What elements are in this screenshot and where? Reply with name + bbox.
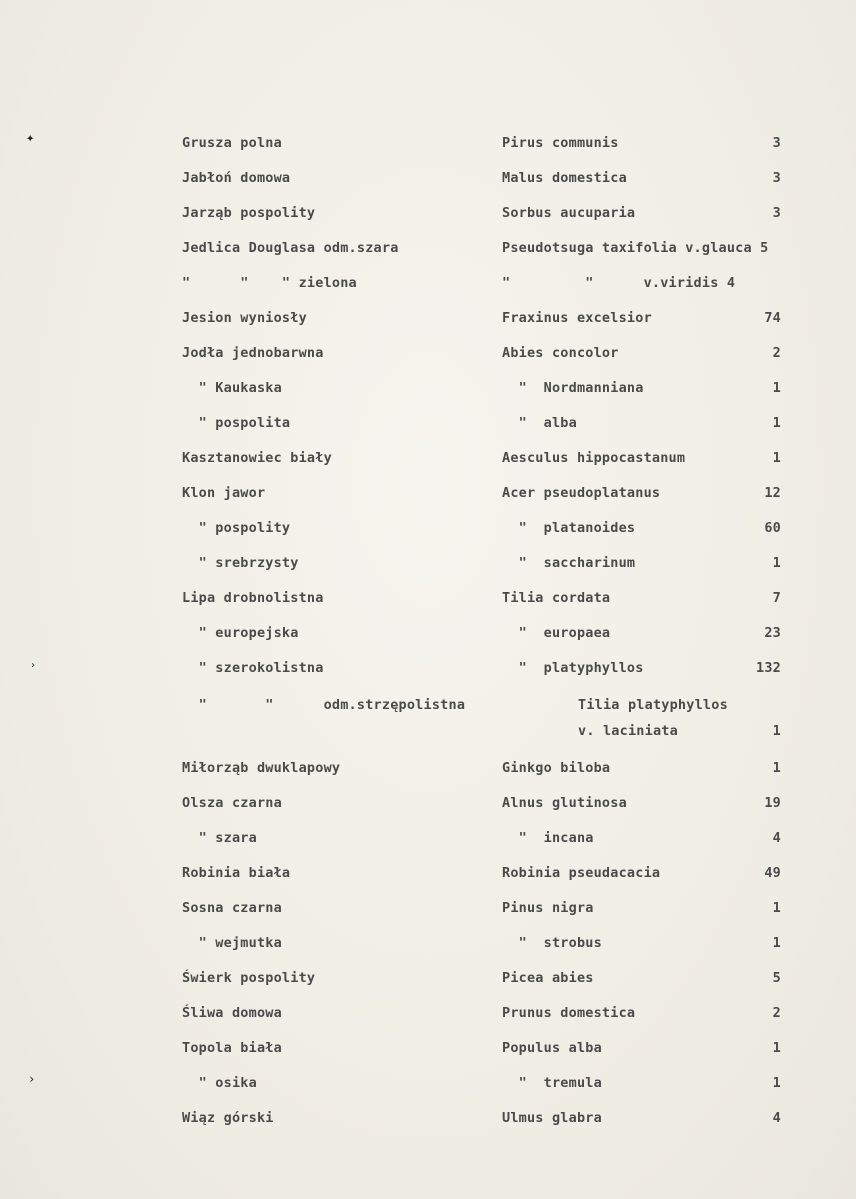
latin-name: " incana xyxy=(502,830,594,846)
tree-count: 1 xyxy=(772,1040,781,1056)
polish-name: " " odm.strzępolistna xyxy=(182,697,466,713)
tree-count: 1 xyxy=(772,760,781,776)
tree-count: 132 xyxy=(756,660,781,676)
table-row xyxy=(0,1110,856,1134)
table-row xyxy=(0,380,856,404)
polish-name: " Kaukaska xyxy=(182,380,282,396)
latin-name: Aesculus hippocastanum xyxy=(502,450,686,466)
tree-count: 23 xyxy=(764,625,781,641)
table-row xyxy=(0,240,856,264)
tree-count: 1 xyxy=(772,723,781,739)
table-row xyxy=(0,520,856,544)
tree-count: 2 xyxy=(772,1005,781,1021)
latin-name: Acer pseudoplatanus xyxy=(502,485,661,501)
table-row xyxy=(0,135,856,159)
table-row xyxy=(0,590,856,614)
polish-name: Olsza czarna xyxy=(182,795,282,811)
polish-name: " pospolity xyxy=(182,520,291,536)
tree-count: 3 xyxy=(772,205,781,221)
table-row xyxy=(0,345,856,369)
latin-name: " saccharinum xyxy=(502,555,636,571)
tree-count: 60 xyxy=(764,520,781,536)
polish-name: Robinia biała xyxy=(182,865,291,881)
latin-name: Populus alba xyxy=(502,1040,602,1056)
latin-name: Sorbus aucuparia xyxy=(502,205,636,221)
polish-name: Świerk pospolity xyxy=(182,970,316,986)
tree-count: 1 xyxy=(772,1075,781,1091)
margin-mark: › xyxy=(30,660,37,671)
latin-name: Robinia pseudacacia xyxy=(502,865,661,881)
polish-name: Sosna czarna xyxy=(182,900,282,916)
tree-count: 1 xyxy=(772,935,781,951)
tree-count: 19 xyxy=(764,795,781,811)
table-row xyxy=(0,415,856,439)
table-row xyxy=(0,450,856,474)
tree-count: 3 xyxy=(772,170,781,186)
tree-count: 4 xyxy=(772,830,781,846)
polish-name: Topola biała xyxy=(182,1040,282,1056)
table-row xyxy=(0,625,856,649)
table-row xyxy=(0,275,856,299)
latin-name: " platyphyllos xyxy=(502,660,644,676)
tree-count: 3 xyxy=(772,135,781,151)
table-row xyxy=(0,1075,856,1099)
table-row xyxy=(0,660,856,684)
latin-name: Tilia cordata xyxy=(502,590,611,606)
table-row xyxy=(0,170,856,194)
latin-name: Tilia platyphyllos xyxy=(578,697,728,713)
table-row xyxy=(0,830,856,854)
polish-name: Miłorząb dwuklapowy xyxy=(182,760,341,776)
latin-name: " strobus xyxy=(502,935,602,951)
tree-count: 12 xyxy=(764,485,781,501)
latin-name: Fraxinus excelsior xyxy=(502,310,652,326)
latin-name: Picea abies xyxy=(502,970,594,986)
polish-name: " szara xyxy=(182,830,257,846)
tree-count: 74 xyxy=(764,310,781,326)
polish-name: Kasztanowiec biały xyxy=(182,450,332,466)
table-row xyxy=(0,1005,856,1029)
tree-count: 1 xyxy=(772,450,781,466)
table-row xyxy=(0,1040,856,1064)
polish-name: Śliwa domowa xyxy=(182,1005,282,1021)
table-row xyxy=(0,485,856,509)
table-row xyxy=(0,697,856,721)
polish-name: " pospolita xyxy=(182,415,291,431)
latin-name: Alnus glutinosa xyxy=(502,795,627,811)
table-row xyxy=(0,795,856,819)
tree-count: 49 xyxy=(764,865,781,881)
table-row xyxy=(0,760,856,784)
latin-name: Pirus communis xyxy=(502,135,619,151)
polish-name: Jodła jednobarwna xyxy=(182,345,324,361)
polish-name: " wejmutka xyxy=(182,935,282,951)
tree-count: 4 xyxy=(772,1110,781,1126)
latin-name: " tremula xyxy=(502,1075,602,1091)
table-row xyxy=(0,900,856,924)
latin-name: v. laciniata xyxy=(578,723,678,739)
latin-name: Pseudotsuga taxifolia v.glauca 5 xyxy=(502,240,769,256)
polish-name: " srebrzysty xyxy=(182,555,299,571)
polish-name: " europejska xyxy=(182,625,299,641)
latin-name: " platanoides xyxy=(502,520,636,536)
latin-name: " Nordmanniana xyxy=(502,380,644,396)
polish-name: Jesion wyniosły xyxy=(182,310,307,326)
table-row xyxy=(0,310,856,334)
latin-name: Abies concolor xyxy=(502,345,619,361)
polish-name: " " " zielona xyxy=(182,275,357,291)
latin-name: " " v.viridis 4 xyxy=(502,275,736,291)
tree-count: 2 xyxy=(772,345,781,361)
tree-count: 1 xyxy=(772,555,781,571)
margin-mark: › xyxy=(28,1072,36,1086)
polish-name: " szerokolistna xyxy=(182,660,324,676)
tree-count: 7 xyxy=(772,590,781,606)
polish-name: " osika xyxy=(182,1075,257,1091)
table-row xyxy=(0,723,856,747)
table-row xyxy=(0,970,856,994)
latin-name: " europaea xyxy=(502,625,611,641)
polish-name: Jarząb pospolity xyxy=(182,205,316,221)
table-row xyxy=(0,935,856,959)
polish-name: Jabłoń domowa xyxy=(182,170,291,186)
latin-name: Malus domestica xyxy=(502,170,627,186)
tree-count: 1 xyxy=(772,380,781,396)
polish-name: Grusza polna xyxy=(182,135,282,151)
polish-name: Wiąz górski xyxy=(182,1110,274,1126)
polish-name: Lipa drobnolistna xyxy=(182,590,324,606)
latin-name: Ulmus glabra xyxy=(502,1110,602,1126)
latin-name: " alba xyxy=(502,415,577,431)
tree-count: 1 xyxy=(772,900,781,916)
latin-name: Prunus domestica xyxy=(502,1005,636,1021)
table-row xyxy=(0,555,856,579)
latin-name: Pinus nigra xyxy=(502,900,594,916)
table-row xyxy=(0,865,856,889)
latin-name: Ginkgo biloba xyxy=(502,760,611,776)
tree-count: 5 xyxy=(772,970,781,986)
table-row xyxy=(0,205,856,229)
polish-name: Klon jawor xyxy=(182,485,266,501)
polish-name: Jedlica Douglasa odm.szara xyxy=(182,240,399,256)
margin-mark: ✦ xyxy=(26,130,35,146)
tree-count: 1 xyxy=(772,415,781,431)
